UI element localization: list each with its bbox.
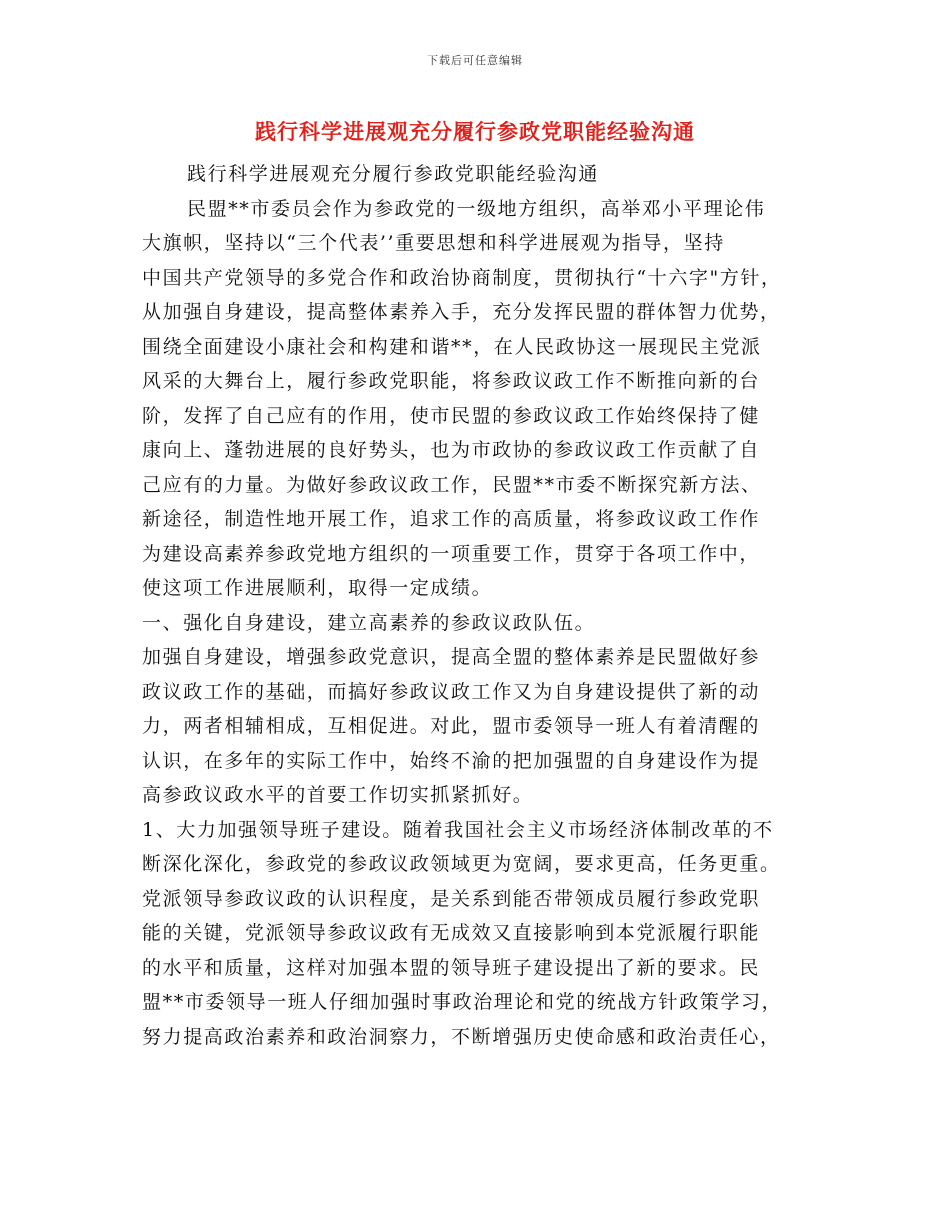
paragraph-line: 新途径，制造性地开展工作，追求工作的高质量，将参政议政工作作 [142,508,761,530]
paragraph-line: 风采的大舞台上，履行参政党职能，将参政议政工作不断推向新的台 [142,370,761,392]
document-title: 践行科学进展观充分履行参政党职能经验沟通 [255,119,695,144]
paragraph-line: 围绕全面建设小康社会和构建和谐**，在人民政协这一展现民主党派 [142,335,762,358]
paragraph-line: 阶，发挥了自己应有的作用，使市民盟的参政议政工作始终保持了健 [142,404,761,427]
paragraph-line: 康向上、蓬勃进展的良好势头，也为市政协的参政议政工作贡献了自 [142,439,761,461]
paragraph-line: 的水平和质量，这样对加强本盟的领导班子建设提出了新的要求。民 [142,956,761,979]
paragraph-line: 加强自身建设，增强参政党意识，提高全盟的整体素养是民盟做好参 [142,646,761,668]
paragraph-line: 断深化深化，参政党的参政议政领域更为宽阔，要求更高，任务更重。 [142,853,781,875]
paragraph-line: 盟**市委领导一班人仔细加强时事政治理论和党的统战方针政策学习， [142,991,783,1013]
document-body [142,157,822,1054]
paragraph-line: 能的关键，党派领导参政议政有无成效又直接影响到本党派履行职能 [142,922,761,944]
paragraph-line: 使这项工作进展顺利，取得一定成绩。 [142,577,493,599]
paragraph-line: 认识，在多年的实际工作中，始终不渝的把加强盟的自身建设作为提 [142,749,761,772]
paragraph-line: 中国共产党领导的多党合作和政治协商制度，贯彻执行“十六字"方针， [142,266,782,289]
header-note: 下载后可任意编辑 [427,54,523,67]
paragraph-line: 大旗帜，坚持以“三个代表’’重要思想和科学进展观为指导，坚持 [142,232,725,254]
paragraph-line: 1、大力加强领导班子建设。随着我国社会主义市场经济体制改革的不 [142,818,774,841]
paragraph-line: 己应有的力量。为做好参政议政工作，民盟**市委不断探究新方法、 [142,473,762,496]
paragraph-line: 从加强自身建设，提高整体素养入手，充分发挥民盟的群体智力优势， [142,301,781,323]
section-heading: 一、强化自身建设，建立高素养的参政议政队伍。 [142,611,596,634]
paragraph-line: 民盟**市委员会作为参政党的一级地方组织，高举邓小平理论伟 [187,197,766,220]
paragraph-line: 努力提高政治素养和政治洞察力，不断增强历史使命感和政治责任心， [142,1025,781,1048]
paragraph-line: 党派领导参政议政的认识程度，是关系到能否带领成员履行参政党职 [142,887,761,910]
paragraph-line: 高参政议政水平的首要工作切实抓紧抓好。 [142,784,534,806]
paragraph-line: 政议政工作的基础，而搞好参政议政工作又为自身建设提供了新的动 [142,680,761,703]
subtitle-line: 践行科学进展观充分履行参政党职能经验沟通 [187,163,600,185]
paragraph-line: 为建设高素养参政党地方组织的一项重要工作，贯穿于各项工作中， [142,542,761,565]
paragraph-line: 力，两者相辅相成，互相促进。对此，盟市委领导一班人有着清醒的 [142,715,761,737]
